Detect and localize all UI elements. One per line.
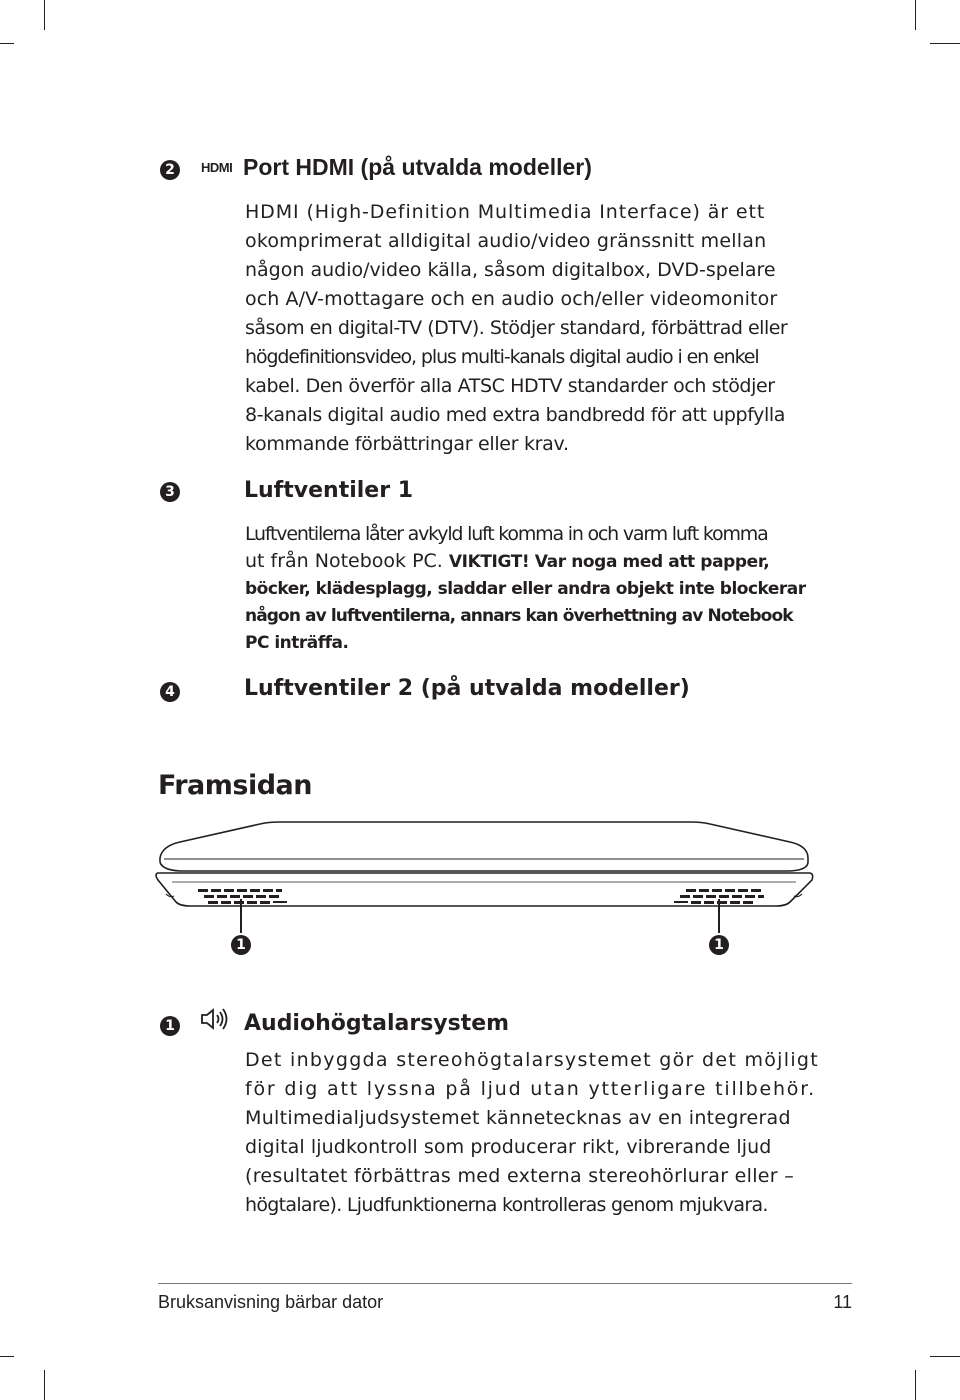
audio-description [245,1046,820,1220]
audio-section-title: Audiohögtalarsystem [244,1011,510,1036]
text-line: 8-kanals digital audio med extra bandbredd för att uppfylla [245,404,785,426]
text-line: Det inbyggda stereohögtalarsystemet gör det möjligt [245,1049,820,1071]
speaker-icon [200,1006,230,1032]
vent2-section-title: Luftventiler 2 (på utvalda modeller) [244,676,690,701]
text-line: högdefinitionsvideo, plus multi-kanals digital audio i en enkel [245,346,759,368]
hdmi-icon: HDMI [201,160,233,175]
front-side-title: Framsidan [158,770,312,801]
footer-rule [158,1283,852,1284]
text-line: kommande förbättringar eller krav. [245,433,569,455]
footer-title: Bruksanvisning bärbar dator [158,1292,384,1312]
crop-mark [44,0,45,30]
warning-text: VIKTIGT! Var noga med att papper, [448,552,770,572]
text-line: okomprimerat alldigital audio/video gränssnitt mellan [245,230,767,252]
text-line: någon audio/video källa, såsom digitalbox, DVD-spelare [245,259,776,281]
callout-line [718,899,720,933]
callout-badge-right: 1 [709,935,729,955]
section-number-badge: 3 [160,482,180,502]
text-line: högtalare). Ljudfunktionerna kontrolleras genom mjukvara. [245,1194,768,1216]
text-line: kabel. Den överför alla ATSC HDTV standarder och stödjer [245,375,775,397]
crop-mark [915,1370,916,1400]
crop-mark [0,1356,14,1357]
crop-mark [930,1356,960,1357]
warning-text-line: PC inträffa. [245,633,349,653]
text-line: (resultatet förbättras med externa stereohörlurar eller – [245,1165,795,1187]
text-normal: ut från Notebook PC. [245,550,449,572]
callout-line [240,899,242,933]
crop-mark [0,43,14,44]
text-line [245,548,815,576]
hdmi-description [245,198,815,459]
crop-mark [44,1370,45,1400]
callout-badge-left: 1 [231,935,251,955]
warning-text-line: böcker, klädesplagg, sladdar eller andra objekt inte blockerar [245,579,806,599]
text-line: Multimedialjudsystemet kännetecknas av en integrerad [245,1107,791,1129]
text-line: Luftventilerna låter avkyld luft komma in och varm luft komma [245,523,768,545]
section-number-badge: 4 [160,682,180,702]
page-number: 11 [833,1292,852,1312]
crop-mark [930,43,960,44]
vent1-description [245,521,815,657]
section-number-badge: 1 [160,1016,180,1036]
text-line: såsom en digital-TV (DTV). Stödjer standard, förbättrad eller [245,317,788,339]
text-line: och A/V-mottagare och en audio och/eller videomonitor [245,288,778,310]
text-line: digital ljudkontroll som producerar rikt, vibrerande ljud [245,1136,772,1158]
section-number-badge: 2 [160,160,180,180]
hdmi-section-title: Port HDMI (på utvalda modeller) [243,154,592,180]
crop-mark [915,0,916,30]
text-line: för dig att lyssna på ljud utan ytterligare tillbehör. [245,1078,816,1100]
text-line: HDMI (High-Definition Multimedia Interface) är ett [245,201,766,223]
notebook-lid [160,822,808,871]
warning-text-line: någon av luftventilerna, annars kan överhettning av Notebook [245,606,793,626]
vent1-section-title: Luftventiler 1 [244,478,414,503]
